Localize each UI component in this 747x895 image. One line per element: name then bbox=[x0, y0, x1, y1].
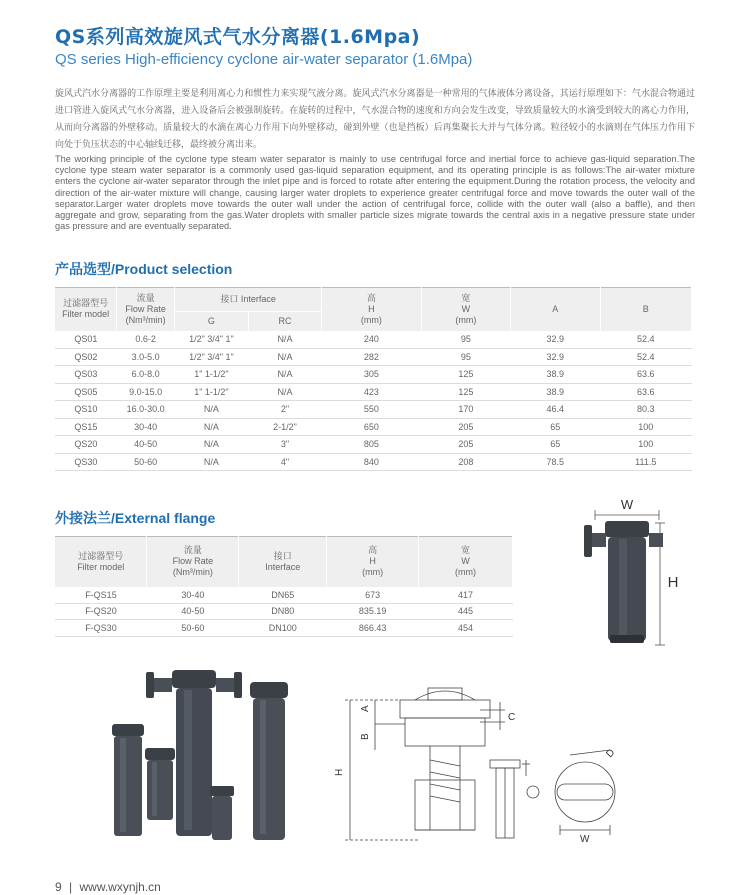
cell-w: 208 bbox=[421, 453, 510, 471]
cell-model: F-QS15 bbox=[55, 587, 147, 604]
cell-h: 650 bbox=[322, 418, 421, 436]
table-row bbox=[55, 383, 692, 401]
product-selection-table bbox=[55, 287, 692, 471]
footer-url[interactable]: www.wxynjh.cn bbox=[79, 880, 161, 894]
dim-label-c: C bbox=[508, 712, 516, 723]
page-title-en: QS series High-efficiency cyclone air-water separator (1.6Mpa) bbox=[55, 51, 473, 68]
col-width: 宽 W (mm) bbox=[421, 288, 510, 331]
table-row bbox=[55, 603, 513, 620]
dim-label-h: H bbox=[334, 768, 345, 776]
cell-a: 46.4 bbox=[511, 401, 600, 419]
page-number: 9 bbox=[55, 880, 62, 894]
cell-h: 423 bbox=[322, 383, 421, 401]
cell-a: 78.5 bbox=[511, 453, 600, 471]
col-a: A bbox=[511, 288, 600, 331]
product-selection-title: 产品选型/Product selection bbox=[55, 261, 233, 277]
cell-g: N/A bbox=[175, 453, 249, 471]
technical-drawing bbox=[330, 680, 630, 850]
cell-model: QS05 bbox=[55, 383, 117, 401]
cell-h: 282 bbox=[322, 348, 421, 366]
cell-w: 205 bbox=[421, 418, 510, 436]
intro-paragraph-en: The working principle of the cyclone type steam water separator is mainly to use centrifugal force and inertial force to achieve gas-liquid separation.The cyclone type steam water separator is a commonly used gas-liquid separation equipment, and its operating principle is as follows:The air-water mixture enters the cyclone air-water separator through the inlet pipe and is forced to rotate after entering the equipment.During the rotation process, the velocity and direction of the air-water mixture will change, causing larger water droplets to experience greater centrifugal force and move towards the outer wall of the separator.Larger water droplets move towards the outer wall under the action of centrifugal force, collide with the outer wall (also a baffle), and then aggregate and grow, separating from the gas.Water droplets with smaller particle sizes migrate towards the central axis in a negative pressure state under gas pressure and are eventually separated. bbox=[55, 154, 695, 232]
table-row bbox=[55, 331, 692, 349]
dim-label-b: B bbox=[360, 733, 371, 740]
cell-rc: N/A bbox=[248, 331, 322, 349]
cell-h: 305 bbox=[322, 366, 421, 384]
cell-w: 125 bbox=[421, 366, 510, 384]
cell-iface: DN65 bbox=[239, 587, 327, 604]
page-footer: 9 | www.wxynjh.cn bbox=[55, 880, 161, 894]
cell-model: QS01 bbox=[55, 331, 117, 349]
cell-iface: DN100 bbox=[239, 620, 327, 637]
cell-model: F-QS30 bbox=[55, 620, 147, 637]
cell-iface: DN80 bbox=[239, 603, 327, 620]
col-b: B bbox=[600, 288, 691, 331]
cell-w: 454 bbox=[419, 620, 513, 637]
cell-h: 673 bbox=[327, 587, 419, 604]
cell-g: 1" 1-1/2" bbox=[175, 366, 249, 384]
col-rc: RC bbox=[248, 312, 322, 331]
cell-a: 32.9 bbox=[511, 331, 600, 349]
cell-flow: 0.6-2 bbox=[117, 331, 175, 349]
page-title-cn: QS系列高效旋风式气水分离器(1.6Mpa) bbox=[55, 26, 421, 48]
cell-flow: 50-60 bbox=[117, 453, 175, 471]
cell-rc: N/A bbox=[248, 366, 322, 384]
cell-a: 38.9 bbox=[511, 383, 600, 401]
cell-rc: N/A bbox=[248, 383, 322, 401]
cell-rc: 4" bbox=[248, 453, 322, 471]
intro-paragraph-cn: 旋风式汽水分离器的工作原理主要是利用离心力和惯性力来实现气液分离。旋风式汽水分离器是一种常用的气体液体分离设备，其运行原理如下：气水混合物通过进口管进入旋风式气水分离器，进入设备后会被强制旋转。在旋转的过程中，气水混合物的速度和方向会发生改变，导致质量较大的水滴受到较大的离心力作用，从而向分离器的外壁移动。质量较大的水滴在离心力作用下向外壁移动，碰到外壁（也是挡板）后再集聚长大并与气体分离。粒径较小的水滴则在气体压力作用下向处于负压状态的中心轴线迁移，最终被分离出来。 bbox=[55, 89, 695, 150]
col-width: 宽 W (mm) bbox=[419, 537, 513, 587]
cell-b: 100 bbox=[600, 436, 691, 454]
cell-model: QS10 bbox=[55, 401, 117, 419]
cell-h: 550 bbox=[322, 401, 421, 419]
col-interface: 接口 Interface bbox=[239, 537, 327, 587]
cell-b: 52.4 bbox=[600, 348, 691, 366]
cell-b: 80.3 bbox=[600, 401, 691, 419]
cell-flow: 16.0-30.0 bbox=[117, 401, 175, 419]
cell-b: 63.6 bbox=[600, 366, 691, 384]
dim-label-w: W bbox=[620, 497, 634, 512]
cell-h: 240 bbox=[322, 331, 421, 349]
cell-h: 805 bbox=[322, 436, 421, 454]
table-row bbox=[55, 348, 692, 366]
cell-w: 95 bbox=[421, 331, 510, 349]
table-row bbox=[55, 418, 692, 436]
cell-model: QS03 bbox=[55, 366, 117, 384]
table-row bbox=[55, 620, 513, 637]
cell-flow: 9.0-15.0 bbox=[117, 383, 175, 401]
dim-label-d: D bbox=[604, 747, 618, 761]
cell-model: QS30 bbox=[55, 453, 117, 471]
cell-model: QS15 bbox=[55, 418, 117, 436]
cell-h: 840 bbox=[322, 453, 421, 471]
cell-b: 111.5 bbox=[600, 453, 691, 471]
cell-b: 52.4 bbox=[600, 331, 691, 349]
cell-a: 65 bbox=[511, 418, 600, 436]
cell-h: 866.43 bbox=[327, 620, 419, 637]
cell-g: 1" 1-1/2" bbox=[175, 383, 249, 401]
cell-flow: 40-50 bbox=[117, 436, 175, 454]
col-g: G bbox=[175, 312, 249, 331]
cell-rc: 3" bbox=[248, 436, 322, 454]
cell-b: 100 bbox=[600, 418, 691, 436]
cell-model: QS20 bbox=[55, 436, 117, 454]
col-height: 高 H (mm) bbox=[322, 288, 421, 331]
col-height: 高 H (mm) bbox=[327, 537, 419, 587]
col-flow: 流量 Flow Rate (Nm³/min) bbox=[147, 537, 239, 587]
cell-g: 1/2" 3/4" 1" bbox=[175, 331, 249, 349]
cell-flow: 30-40 bbox=[117, 418, 175, 436]
col-model: 过滤器型号 Filter model bbox=[55, 288, 117, 331]
table-row bbox=[55, 453, 692, 471]
external-flange-table bbox=[55, 536, 513, 637]
product-group-illustration bbox=[100, 658, 310, 848]
cell-g: N/A bbox=[175, 418, 249, 436]
col-interface: 接口 Interface bbox=[175, 288, 322, 312]
table-row bbox=[55, 436, 692, 454]
cell-a: 38.9 bbox=[511, 366, 600, 384]
col-flow: 流量 Flow Rate (Nm³/min) bbox=[117, 288, 175, 331]
cell-a: 32.9 bbox=[511, 348, 600, 366]
dim-label-a: A bbox=[360, 705, 371, 712]
cell-a: 65 bbox=[511, 436, 600, 454]
col-model: 过滤器型号 Filter model bbox=[55, 537, 147, 587]
cell-rc: 2" bbox=[248, 401, 322, 419]
cell-w: 205 bbox=[421, 436, 510, 454]
cell-g: 1/2" 3/4" 1" bbox=[175, 348, 249, 366]
cell-flow: 3.0-5.0 bbox=[117, 348, 175, 366]
cell-rc: 2-1/2" bbox=[248, 418, 322, 436]
cell-flow: 30-40 bbox=[147, 587, 239, 604]
cell-g: N/A bbox=[175, 436, 249, 454]
dim-label-w: W bbox=[580, 834, 590, 845]
cell-w: 95 bbox=[421, 348, 510, 366]
dim-label-h: H bbox=[667, 574, 679, 591]
cell-model: F-QS20 bbox=[55, 603, 147, 620]
cell-w: 170 bbox=[421, 401, 510, 419]
table-row bbox=[55, 587, 513, 604]
table-row bbox=[55, 401, 692, 419]
cell-g: N/A bbox=[175, 401, 249, 419]
cell-w: 125 bbox=[421, 383, 510, 401]
cell-model: QS02 bbox=[55, 348, 117, 366]
cell-flow: 40-50 bbox=[147, 603, 239, 620]
cell-flow: 50-60 bbox=[147, 620, 239, 637]
flange-filter-dimension-figure bbox=[575, 495, 705, 655]
cell-w: 417 bbox=[419, 587, 513, 604]
cell-b: 63.6 bbox=[600, 383, 691, 401]
external-flange-title: 外接法兰/External flange bbox=[55, 510, 216, 526]
table-row bbox=[55, 366, 692, 384]
cell-rc: N/A bbox=[248, 348, 322, 366]
cell-flow: 6.0-8.0 bbox=[117, 366, 175, 384]
cell-w: 445 bbox=[419, 603, 513, 620]
cell-h: 835.19 bbox=[327, 603, 419, 620]
